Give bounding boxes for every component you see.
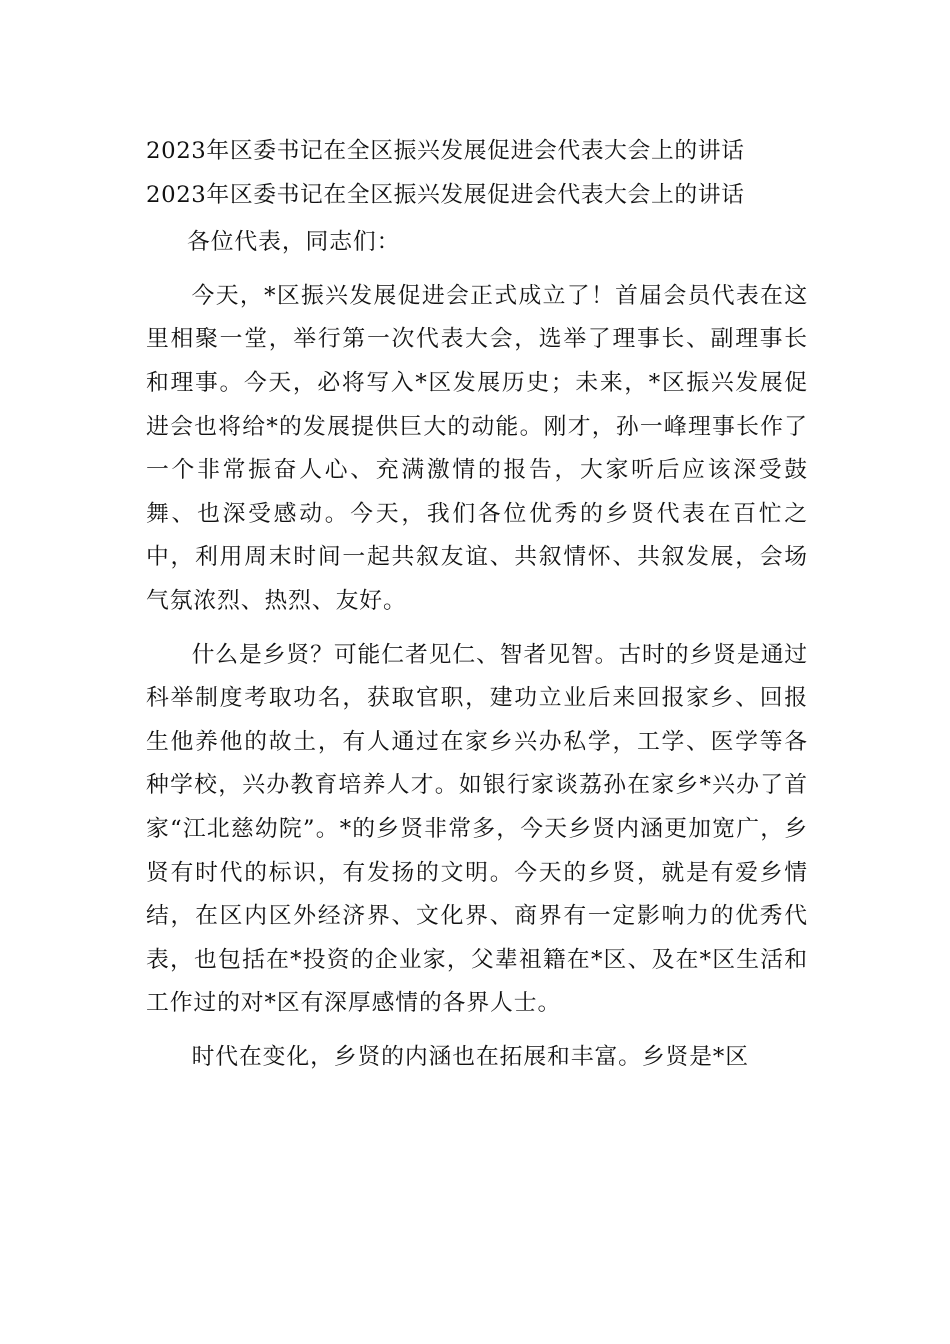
salutation: 各位代表，同志们：: [187, 229, 401, 256]
document-title: 2023年区委书记在全区振兴发展促进会代表大会上的讲话: [146, 138, 745, 164]
paragraph-2: 什么是乡贤？可能仁者见仁、智者见智。古时的乡贤是通过科举制度考取功名，获取官职，建功立业后来回报家乡、回报生他养他的故土，有人通过在家乡兴办私学，工学、医学等各种学校，兴办教育培养人才。如银行家谈荔孙在家乡*兴办了首家“江北慈幼院”。*的乡贤非常多，今天乡贤内涵更加宽广，乡贤有时代的标识，有发扬的文明。今天的乡贤，就是有爱乡情结，在区内区外经济界、文化界、商界有一定影响力的优秀代表，也包括在*投资的企业家，父辈祖籍在*区、及在*区生活和工作过的对*区有深厚感情的各界人士。: [146, 641, 808, 1017]
paragraph-1: 今天，*区振兴发展促进会正式成立了！首届会员代表在这里相聚一堂，举行第一次代表大会，选举了理事长、副理事长和理事。今天，必将写入*区发展历史；未来，*区振兴发展促进会也将给*的发展提供巨大的动能。刚才，孙一峰理事长作了一个非常振奋人心、充满激情的报告，大家听后应该深受鼓舞、也深受感动。今天，我们各位优秀的乡贤代表在百忙之中，利用周末时间一起共叙友谊、共叙情怀、共叙发展，会场气氛浓烈、热烈、友好。: [146, 282, 808, 614]
paragraph-3: 时代在变化，乡贤的内涵也在拓展和丰富。乡贤是*区: [191, 1043, 749, 1070]
document-body: [146, 130, 808, 1079]
document-title-repeat: 2023年区委书记在全区振兴发展促进会代表大会上的讲话: [146, 181, 745, 208]
